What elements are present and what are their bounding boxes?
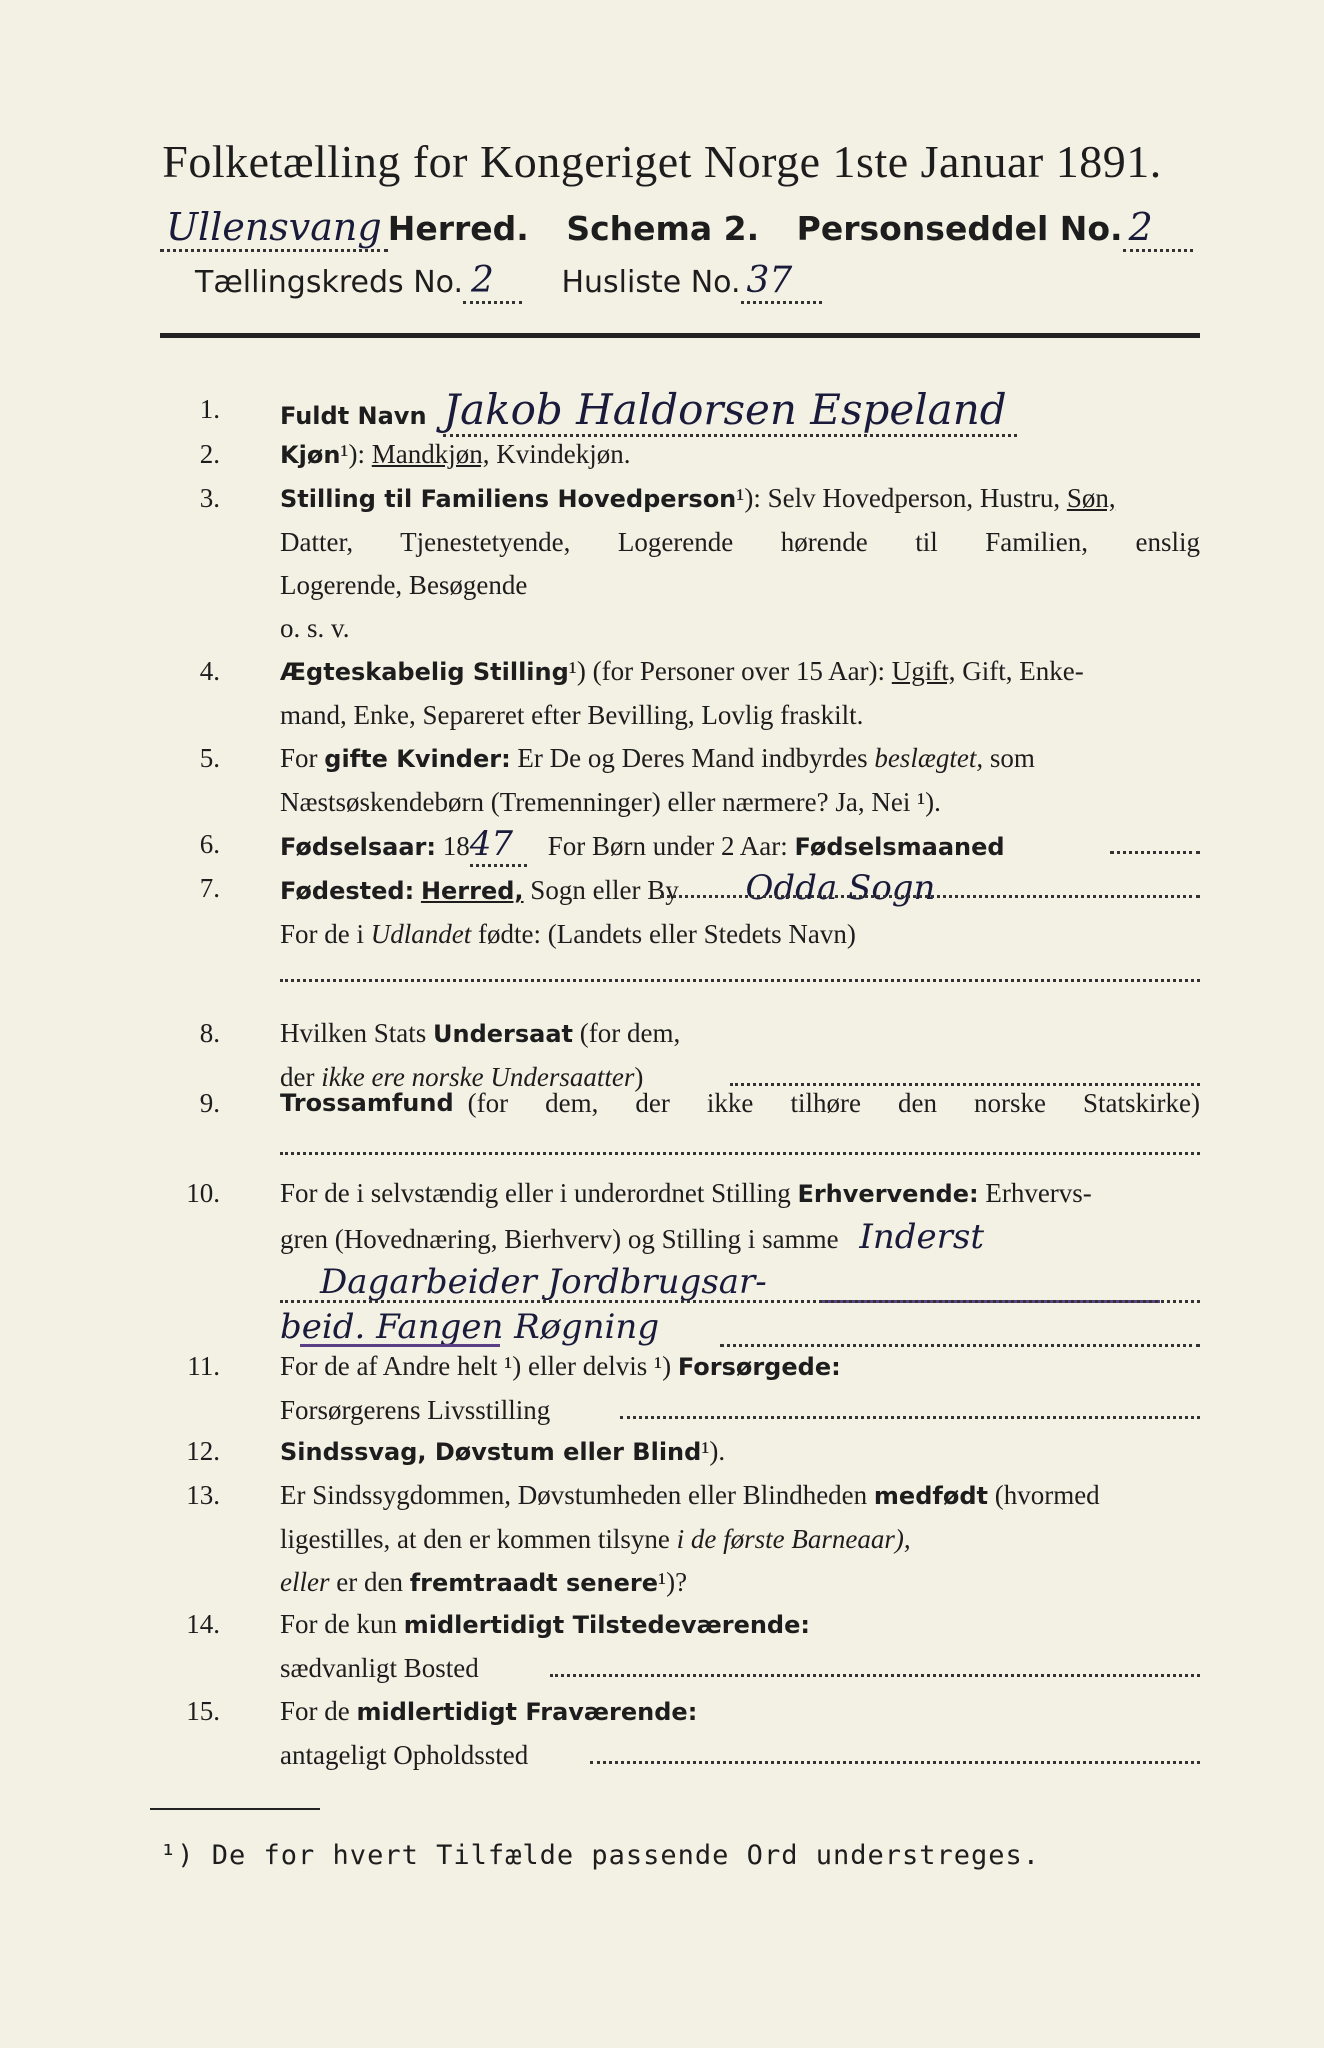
- question-text: Sogn eller By: [530, 875, 679, 905]
- question-text: Hvilken Stats: [280, 1018, 427, 1048]
- dotted-fill-line: [1110, 851, 1200, 854]
- family-position-label: Stilling til Familiens Hovedperson: [280, 485, 737, 513]
- question-number: 6.: [199, 829, 220, 859]
- birthplace-label: Fødested:: [280, 877, 415, 905]
- question-text: Er Sindssygdommen, Døvstumheden eller Blindheden: [280, 1480, 868, 1510]
- question-number: 7.: [199, 873, 220, 903]
- question-text: antageligt Opholdssted: [280, 1740, 529, 1770]
- herred-label: Herred.: [387, 209, 529, 248]
- occupation-answer-2: Dagarbeider Jordbrugsar-: [320, 1262, 767, 1302]
- citizenship-label: Undersaat: [433, 1020, 574, 1048]
- footnote-mark: ¹).: [701, 1436, 726, 1466]
- question-text: For de kun: [280, 1609, 397, 1639]
- occupation-answer-3: beid. Fangen Røgning: [280, 1307, 660, 1347]
- sex-option-male: Mandkjøn,: [371, 439, 490, 469]
- question-text: fødte: (Landets eller Stedets Navn): [478, 919, 856, 949]
- personseddel-number: 2: [1123, 205, 1193, 252]
- schema-label: Schema 2.: [566, 209, 760, 248]
- marital-status-options: Gift, Enke-: [962, 656, 1084, 686]
- dotted-fill-line: [550, 1674, 1200, 1677]
- supported-label: Forsørgede:: [677, 1353, 841, 1381]
- question-text: For: [280, 743, 318, 773]
- religion-label: Trossamfund: [280, 1089, 454, 1117]
- dotted-fill-line: [280, 1300, 1200, 1303]
- occupation-label: Erhvervende:: [797, 1180, 979, 1208]
- birth-year-prefix: 18: [442, 831, 470, 861]
- header-rule: [160, 333, 1200, 338]
- question-text: For de i selvstændig eller i underordnet Stilling: [280, 1178, 791, 1208]
- question-text: ¹)?: [658, 1567, 688, 1597]
- question-number: 13.: [186, 1480, 220, 1510]
- birth-month-label: Fødselsmaaned: [794, 833, 1005, 861]
- form-header-schema: [160, 205, 1193, 249]
- question-number: 12.: [186, 1436, 220, 1466]
- husliste-label: Husliste No.: [561, 265, 741, 300]
- question-number: 4.: [199, 656, 220, 686]
- dotted-fill-line: [280, 1152, 1200, 1155]
- family-position-son: Søn,: [1066, 483, 1116, 513]
- full-name-answer: Jakob Haldorsen Espeland: [443, 385, 1016, 437]
- question-text: Forsørgerens Livsstilling: [280, 1395, 551, 1425]
- question-number: 10.: [186, 1178, 220, 1208]
- question-number: 9.: [199, 1088, 220, 1118]
- disability-label: Sindssvag, Døvstum eller Blind: [280, 1438, 702, 1466]
- question-text-italic: beslægtet,: [874, 743, 984, 773]
- question-number: 14.: [186, 1609, 220, 1639]
- question-text: Næstsøskendebørn (Tremenninger) eller nærmere? Ja, Nei ¹).: [280, 787, 941, 817]
- question-text: sædvanligt Bosted: [280, 1653, 479, 1683]
- question-text: For de af Andre helt ¹) eller delvis ¹): [280, 1351, 672, 1381]
- question-text: der: [280, 1062, 315, 1092]
- footnote-mark: ¹):: [340, 439, 365, 469]
- temporarily-absent-label: midlertidigt Fraværende:: [356, 1698, 698, 1726]
- question-text: ligestilles, at den er kommen tilsyne: [280, 1524, 670, 1554]
- family-position-etc: o. s. v.: [280, 613, 350, 643]
- sex-label: Kjøn: [280, 441, 341, 469]
- dotted-fill-line: [280, 979, 1200, 982]
- dotted-fill-line: [590, 1761, 1200, 1764]
- question-number: 2.: [199, 439, 220, 469]
- question-text: ): [634, 1062, 644, 1092]
- herred-handwritten: Ullensvang: [160, 205, 388, 252]
- personseddel-label: Personseddel No.: [796, 209, 1123, 248]
- kreds-number: 2: [463, 260, 522, 304]
- marital-status-label: Ægteskabelig Stilling: [280, 658, 569, 686]
- congenital-label: medfødt: [873, 1482, 988, 1510]
- sex-option-female: Kvindekjøn.: [496, 439, 631, 469]
- question-text: For de i: [280, 919, 364, 949]
- form-title: Folketælling for Kongeriget Norge 1ste Januar 1891.: [162, 136, 1162, 187]
- question-text: For de: [280, 1696, 350, 1726]
- birth-year-answer: 47: [470, 824, 527, 867]
- question-text: (hvormed: [994, 1480, 1100, 1510]
- footnote: ¹) De for hvert Tilfælde passende Ord understreges.: [160, 1840, 1041, 1871]
- family-position-options: Selv Hovedperson, Hustru,: [767, 483, 1061, 513]
- question-text-italic: Udlandet: [370, 919, 472, 949]
- marital-status-options-2: mand, Enke, Separeret efter Bevilling, Lovlig fraskilt.: [280, 700, 864, 730]
- birthplace-answer: Odda Sogn: [745, 868, 936, 908]
- kreds-label: Tællingskreds No.: [195, 265, 463, 300]
- question-text-italic: eller: [280, 1567, 330, 1597]
- footnote-mark: ¹):: [736, 483, 761, 513]
- birthplace-option-herred: Herred,: [420, 877, 524, 905]
- question-text: Er De og Deres Mand indbyrdes: [517, 743, 868, 773]
- footnote-rule: [150, 1808, 320, 1810]
- temporarily-present-label: midlertidigt Tilstedeværende:: [403, 1611, 810, 1639]
- question-number: 5.: [199, 743, 220, 773]
- question-text: som: [989, 743, 1035, 773]
- question-text: er den: [336, 1567, 403, 1597]
- question-number: 1.: [199, 394, 220, 424]
- occupation-answer-1: Inderst: [859, 1217, 984, 1257]
- married-women-label: gifte Kvinder:: [324, 745, 511, 773]
- question-number: 3.: [199, 483, 220, 513]
- question-text: (for dem, der ikke tilhøre den norske Statskirke): [467, 1088, 1200, 1118]
- birth-year-label: Fødselsaar:: [280, 833, 436, 861]
- full-name-label: Fuldt Navn: [280, 402, 427, 430]
- footnote-mark: ¹): [568, 656, 586, 686]
- question-text: gren (Hovednæring, Bierhverv) og Stilling i samme: [280, 1224, 839, 1254]
- later-onset-label: fremtraadt senere: [409, 1569, 659, 1597]
- question-text-italic: i de første Barneaar),: [676, 1524, 911, 1554]
- marital-status-condition: (for Personer over 15 Aar):: [592, 656, 886, 686]
- question-number: 11.: [187, 1351, 220, 1381]
- question-text: For Børn under 2 Aar:: [547, 831, 788, 861]
- form-header-kreds: [195, 260, 822, 301]
- question-number: 8.: [199, 1018, 220, 1048]
- question-text: Erhvervs-: [985, 1178, 1092, 1208]
- family-position-options-2: Datter, Tjenestetyende, Logerende hørende til Familien, enslig: [280, 527, 1200, 557]
- question-text: (for dem,: [579, 1018, 681, 1048]
- marital-status-unmarried: Ugift,: [891, 656, 956, 686]
- dotted-fill-line: [620, 1416, 1200, 1419]
- family-position-options-3: Logerende, Besøgende: [280, 570, 528, 600]
- question-number: 15.: [186, 1696, 220, 1726]
- husliste-number: 37: [741, 260, 823, 304]
- dotted-fill-line: [660, 895, 1200, 898]
- question-text-italic: ikke ere norske Undersaatter: [321, 1062, 635, 1092]
